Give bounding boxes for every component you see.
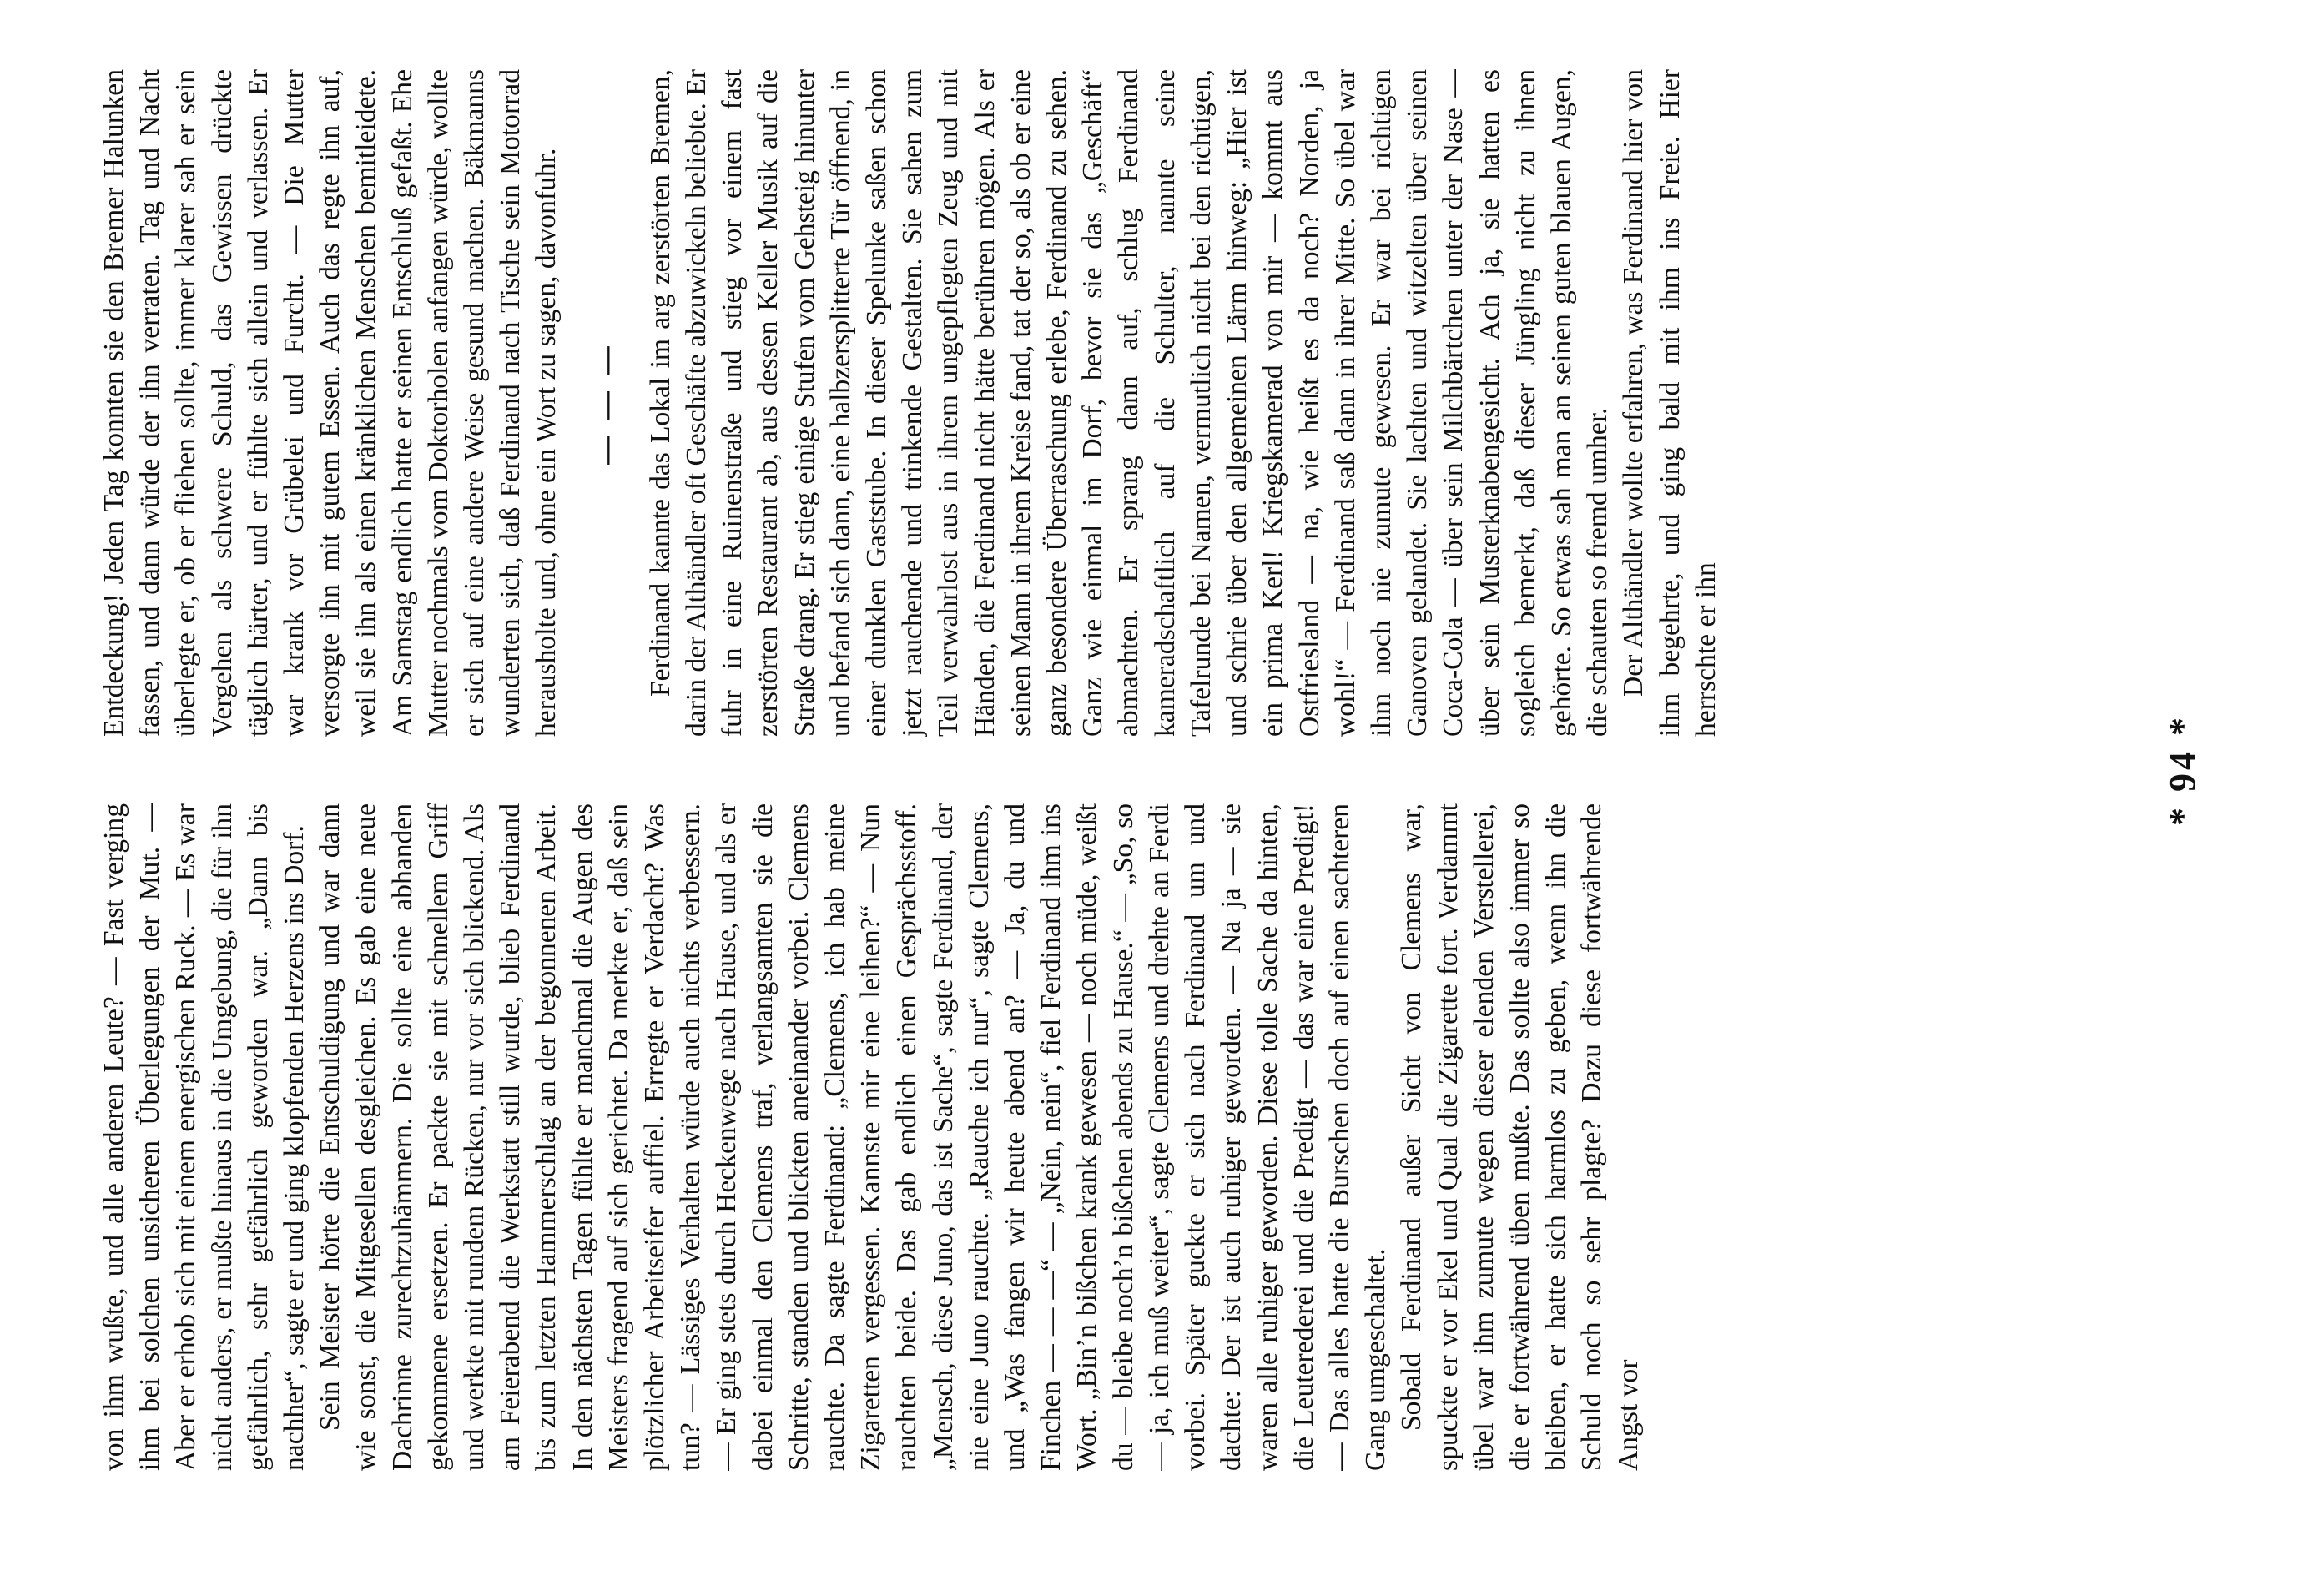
- paragraph-left-2: Sein Meister hörte die Entschuldigung und war dann wie sonst, die Mitgesellen desgleichen. Es gab eine neue Dachrinne zurechtzuhämmern. Die sollte eine abhanden gekommene ersetzen. Er packte sie mit schnellem Griff und werkte mit rundem Rücken, nur vor sich blickend. Als am Feierabend die Werkstatt still wurde, blieb Ferdinand bis zum letzten Hammerschlag an der begonnenen Arbeit. In den nächsten Tagen fühlte er manchmal die Augen des Meisters fragend auf sich gerichtet. Da merkte er, daß sein plötzlicher Arbeitseifer auffiel. Erregte er Verdacht? Was tun? — Lässiges Verhalten würde auch nichts verbessern. — Er ging stets durch Heckenwege nach Hause, und als er dabei einmal den Clemens traf, verlangsamten sie die Schritte, standen und blickten aneinander vorbei. Clemens rauchte. Da sagte Ferdinand: „Clemens, ich hab meine Zigaretten vergessen. Kannste mir eine leihen?“ — Nun rauchten beide. Das gab endlich einen Gesprächsstoff. „Mensch, diese Juno, das ist Sache“, sagte Ferdinand, der nie eine Juno rauchte. „Rauche ich nur“, sagte Clemens, und „Was fangen wir heute abend an? — Ja, du und Finchen — — —“ — „Nein, nein“, fiel Ferdinand ihm ins Wort. „Bin’n bißchen krank gewesen — noch müde, weißt du — bleibe noch’n bißchen abends zu Hause.“ — „So, so — ja, ich muß weiter“, sagte Clemens und drehte an Ferdi vorbei. Später guckte er sich nach Ferdinand um und dachte: Der ist auch ruhiger geworden. — Na ja — sie waren alle ruhiger geworden. Diese tolle Sache da hinten, die Leuterederei und die Predigt — das war eine Predigt! — Das alles hatte die Burschen doch auf einen sachteren Gang umgeschaltet.: [315, 803, 1392, 1471]
- paragraph-right-1: Entdeckung! Jeden Tag konnten sie den Bremer Halunken fassen, und dann würde der ihn verraten. Tag und Nacht überlegte er, ob er fliehen sollte, immer klarer sah er sein Vergehen als schwere Schuld, das Gewissen drückte täglich härter, und er fühlte sich allein und verlassen. Er war krank vor Grübelei und Furcht. — Die Mutter versorgte ihn mit gutem Essen. Auch das regte ihn auf, weil sie ihn als einen kränklichen Menschen bemitleidete. Am Samstag endlich hatte er seinen Entschluß gefaßt. Ehe Mutter nochmals vom Doktorholen anfangen würde, wollte er sich auf eine andere Weise gesund machen. Bäkmanns wunderten sich, daß Ferdinand nach Tische sein Motorrad herausholte und, ohne ein Wort zu sagen, davonfuhr.: [98, 69, 562, 737]
- paragraph-right-2: Ferdinand kannte das Lokal im arg zerstörten Bremen, darin der Althändler oft Geschäfte abzuwickeln beliebte. Er fuhr in eine Ruinenstraße und stieg vor einem fast zerstörten Restaurant ab, aus dessen Keller Musik auf die Straße drang. Er stieg einige Stufen vom Gehsteig hinunter und befand sich dann, eine halbzersplitterte Tür öffnend, in einer dunklen Gaststube. In dieser Spelunke saßen schon jetzt rauchende und trinkende Gestalten. Sie sahen zum Teil verwahrlost aus in ihrem ungepflegten Zeug und mit Händen, die Ferdinand nicht hätte berühren mögen. Als er seinen Mann in ihrem Kreise fand, tat der so, als ob er eine ganz besondere Überraschung erlebe, Ferdinand zu sehen. Ganz wie einmal im Dorf, bevor sie das „Geschäft“ abmachten. Er sprang dann auf, schlug Ferdinand kameradschaftlich auf die Schulter, nannte seine Tafelrunde bei Namen, vermutlich nicht bei den richtigen, und schrie über den allgemeinen Lärm hinweg: „Hier ist ein prima Kerl! Kriegskamerad von mir — kommt aus Ostfriesland — na, wie heißt es da noch? Norden, ja wohl!“ — Ferdinand saß dann in ihrer Mitte. So übel war ihm noch nie zumute gewesen. Er war bei richtigen Ganoven gelandet. Sie lachten und witzelten über seinen Coca-Cola — über sein Milchbärtchen unter der Nase — über sein Musterknabengesicht. Ach ja, sie hatten es sogleich bemerkt, daß dieser Jüngling nicht zu ihnen gehörte. So etwas sah man an seinen guten blauen Augen, die schauten so fremd umher.: [644, 69, 1614, 737]
- text-column-right: [96, 69, 2149, 737]
- paragraph-right-3: Der Althändler wollte erfahren, was Ferdinand hier von ihm begehrte, und ging bald mit ihm ins Freie. Hier herrschte er ihn: [1618, 69, 1721, 737]
- page-number: * 94 *: [2162, 714, 2203, 826]
- paragraph-left-1: von ihm wußte, und alle anderen Leute? — Fast verging ihm bei solchen unsicheren Überlegungen der Mut. — Aber er erhob sich mit einem energischen Ruck. — Es war nicht anders, er mußte hinaus in die Umgebung, die für ihn gefährlich, sehr gefährlich geworden war. „Dann bis nachher“, sagte er und ging klopfenden Herzens ins Dorf.: [98, 803, 310, 1471]
- section-separator: — — —: [590, 341, 622, 465]
- text-column-left: [96, 803, 2149, 1471]
- paragraph-left-3: Sobald Ferdinand außer Sicht von Clemens war, spuckte er vor Ekel und Qual die Zigarette fort. Verdammt übel war ihm zumute wegen dieser elenden Verstellerei, die er fortwährend üben mußte. Das sollte also immer so bleiben, er hatte sich harmlos zu geben, wenn ihn die Schuld noch so sehr plagte? Dazu diese fortwährende Angst vor: [1396, 803, 1644, 1471]
- book-page: [0, 69, 2303, 1471]
